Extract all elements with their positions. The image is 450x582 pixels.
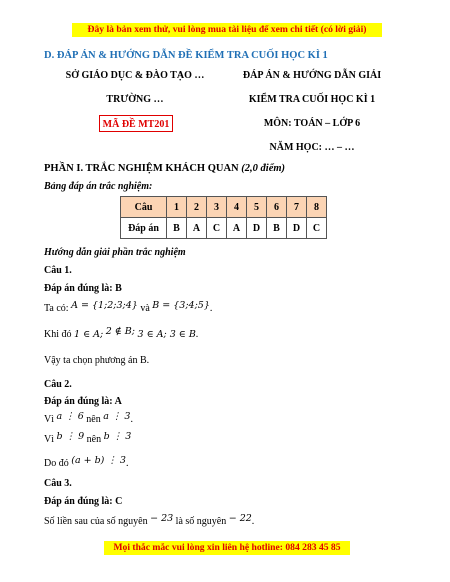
q1-membership-1: 1 ∈ A;: [74, 329, 104, 340]
set-a-formula: A = {1;2;3;4}: [71, 300, 138, 311]
q2-line1: [44, 411, 133, 425]
q2-divisibility-a3: a ⋮ 3: [103, 411, 131, 422]
question-number: 1: [167, 197, 187, 218]
q3-label: Câu 3.: [44, 478, 72, 489]
q2-divisibility-b3: b ⋮ 3: [103, 431, 132, 442]
q2-line3-prefix: Do đó: [44, 458, 69, 469]
q2-line1-word1: Vì: [44, 414, 54, 425]
q1-label: Câu 1.: [44, 265, 72, 276]
q2-line2-word2: nên: [86, 434, 102, 445]
answer-title: ĐÁP ÁN & HƯỚNG DẪN GIẢI: [242, 70, 382, 81]
answer-table: [120, 196, 327, 239]
q3-line1-text2: là số nguyên: [175, 516, 227, 527]
preview-banner: Đây là bản xem thử, vui lòng mua tài liệu để xem chi tiết (có lời giải): [72, 23, 382, 37]
subject-label: MÔN: TOÁN – LỚP 6: [263, 118, 361, 129]
q2-line2-word1: Vì: [44, 434, 54, 445]
part1-title: PHẦN I. TRẮC NGHIỆM KHÁCH QUAN: [44, 163, 239, 174]
q2-divisibility-b9: b ⋮ 9: [56, 431, 85, 442]
q1-line2-end: .: [195, 329, 199, 340]
answer-letter: B: [167, 218, 187, 239]
q2-line1-end: .: [130, 414, 133, 425]
part1-heading: [44, 163, 285, 174]
set-b-formula: B = {3;4;5}: [152, 300, 210, 311]
q3-line1-end: .: [251, 516, 255, 527]
q3-number-minus23: − 23: [150, 513, 174, 524]
answer-letter: C: [207, 218, 227, 239]
q2-sum-divisibility: (a + b) ⋮ 3: [71, 455, 126, 466]
q1-membership-3: 3 ∈ A; 3 ∈ B: [137, 329, 196, 340]
guide-title: Hướng dẫn giải phần trắc nghiệm: [44, 247, 186, 258]
answer-letter: B: [267, 218, 287, 239]
answer-letter: C: [307, 218, 327, 239]
answer-row-label: Đáp án: [121, 218, 167, 239]
q2-label: Câu 2.: [44, 379, 72, 390]
q1-answer: Đáp án đúng là: B: [44, 283, 122, 294]
hotline-banner: Mọi thắc mắc vui lòng xin liên hệ hotline: 084 283 45 85: [104, 541, 350, 555]
q1-line2: [44, 326, 199, 340]
school-year-label: NĂM HỌC: … – …: [269, 142, 355, 153]
q1-line1-end: .: [209, 303, 213, 314]
question-number: 3: [207, 197, 227, 218]
q1-line2-prefix: Khi đó: [44, 329, 72, 340]
answer-letter: D: [247, 218, 267, 239]
part1-points: (2,0 điểm): [241, 163, 286, 174]
q2-answer: Đáp án đúng là: A: [44, 396, 122, 407]
q1-and-word: và: [140, 303, 150, 314]
exam-code-box: MÃ ĐỀ MT201: [99, 115, 173, 132]
answer-letter: D: [287, 218, 307, 239]
question-column-label: Câu: [121, 197, 167, 218]
q2-divisibility-a6: a ⋮ 6: [56, 411, 84, 422]
q3-number-minus22: − 22: [228, 513, 252, 524]
q1-membership-2: 2 ∉ B;: [105, 326, 135, 337]
q2-line1-word2: nên: [86, 414, 101, 425]
q1-line1-prefix: Ta có:: [44, 303, 69, 314]
section-title: D. ĐÁP ÁN & HƯỚNG DẪN ĐỀ KIỂM TRA CUỐI HỌC KÌ 1: [44, 50, 328, 61]
q3-line1-text1: Số liền sau của số nguyên: [44, 516, 148, 527]
question-number: 7: [287, 197, 307, 218]
answer-table-caption: Bảng đáp án trắc nghiệm:: [44, 181, 153, 192]
question-number: 8: [307, 197, 327, 218]
q1-line1: [44, 300, 213, 314]
exam-title: KIỂM TRA CUỐI HỌC KÌ 1: [248, 94, 376, 105]
question-number: 2: [187, 197, 207, 218]
answer-table-header-row: [121, 197, 327, 218]
question-number: 4: [227, 197, 247, 218]
answer-letter: A: [227, 218, 247, 239]
question-number: 6: [267, 197, 287, 218]
question-number: 5: [247, 197, 267, 218]
q2-line3-end: .: [125, 458, 129, 469]
q2-line2: [44, 431, 132, 445]
q2-line3: [44, 455, 129, 469]
department-name: SỞ GIÁO DỤC & ĐÀO TẠO …: [65, 70, 205, 81]
q1-conclusion: Vậy ta chọn phương án B.: [44, 355, 150, 366]
q3-answer: Đáp án đúng là: C: [44, 496, 123, 507]
answer-letter: A: [187, 218, 207, 239]
school-name: TRƯỜNG …: [106, 94, 164, 105]
answer-table-answer-row: [121, 218, 327, 239]
q3-line1: [44, 513, 255, 527]
